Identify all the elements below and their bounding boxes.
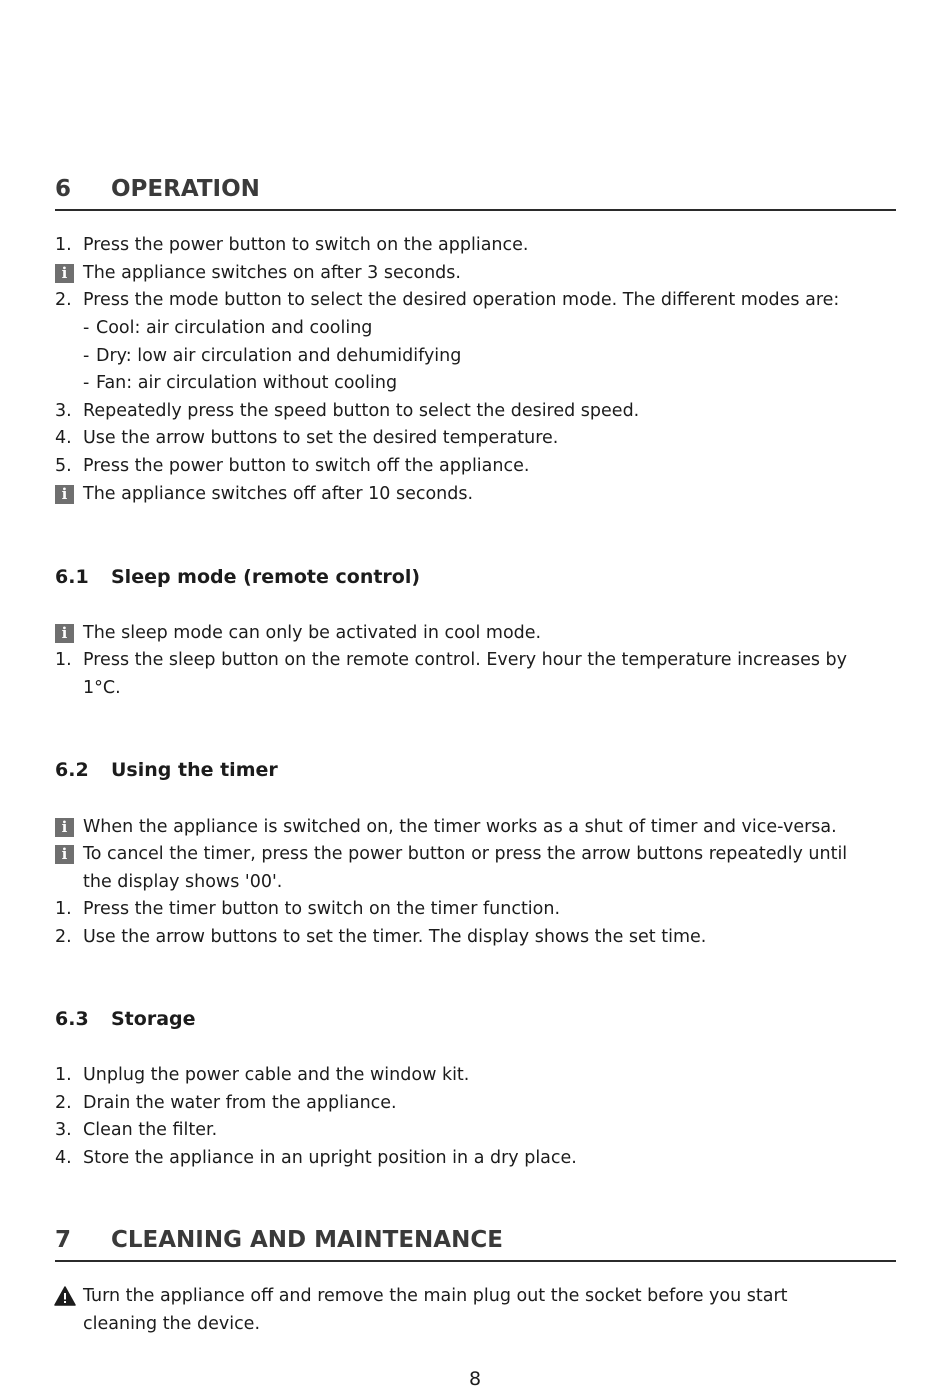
- step-text: Drain the water from the appliance.: [83, 1093, 397, 1113]
- sub-item-text: Dry: low air circulation and dehumidifying: [96, 346, 462, 366]
- warning-text: Turn the appliance off and remove the main plug out the socket before you start: [83, 1286, 788, 1306]
- step-text: Store the appliance in an upright position in a dry place.: [83, 1148, 577, 1168]
- step-text: Press the timer button to switch on the timer function.: [83, 899, 561, 919]
- step-text: 1°C.: [83, 678, 121, 698]
- step-number: 4.: [55, 428, 72, 448]
- list-item: [55, 453, 885, 480]
- step-text: Unplug the power cable and the window kit.: [83, 1065, 470, 1085]
- note-text: To cancel the timer, press the power button or press the arrow buttons repeatedly until: [83, 844, 848, 864]
- list-item: [55, 232, 885, 259]
- info-note: [55, 481, 885, 508]
- list-item: [55, 1090, 885, 1117]
- dash-bullet: -: [83, 346, 90, 366]
- step-number: 1.: [55, 899, 72, 919]
- list-item: [55, 425, 885, 452]
- section-number: 6.2: [55, 759, 89, 781]
- note-text: The appliance switches off after 10 seconds.: [83, 484, 474, 504]
- info-icon: i: [55, 485, 74, 504]
- section-title: Sleep mode (remote control): [111, 566, 421, 588]
- step-text: Press the power button to switch off the appliance.: [83, 456, 530, 476]
- dash-bullet: -: [83, 318, 90, 338]
- info-note: [55, 260, 885, 287]
- list-item: [55, 1062, 885, 1089]
- note-text: When the appliance is switched on, the timer works as a shut of timer and vice-versa.: [83, 817, 837, 837]
- step-text: Use the arrow buttons to set the timer. The display shows the set time.: [83, 927, 707, 947]
- step-number: 1.: [55, 650, 72, 670]
- step-number: 1.: [55, 235, 72, 255]
- section-title: Using the timer: [111, 759, 278, 781]
- info-icon: i: [55, 845, 74, 864]
- section-number: 6: [55, 176, 72, 202]
- step-number: 3.: [55, 1120, 72, 1140]
- section-6-heading: [55, 175, 896, 211]
- list-item: [55, 1145, 885, 1172]
- list-item: [55, 896, 885, 923]
- info-note-continuation: [55, 869, 885, 896]
- info-icon: i: [55, 818, 74, 837]
- list-item: [55, 398, 885, 425]
- step-text: Repeatedly press the speed button to select the desired speed.: [83, 401, 640, 421]
- sub-list-item: [55, 315, 885, 342]
- step-number: 2.: [55, 290, 72, 310]
- step-number: 4.: [55, 1148, 72, 1168]
- page-number: 8: [468, 1368, 482, 1390]
- note-text: The sleep mode can only be activated in cool mode.: [83, 623, 542, 643]
- step-text: Press the mode button to select the desired operation mode. The different modes are:: [83, 290, 840, 310]
- sub-list-item: [55, 370, 885, 397]
- sub-item-text: Cool: air circulation and cooling: [96, 318, 373, 338]
- step-text: Use the arrow buttons to set the desired temperature.: [83, 428, 559, 448]
- sub-item-text: Fan: air circulation without cooling: [96, 373, 398, 393]
- info-note: [55, 841, 885, 868]
- warning-text: cleaning the device.: [83, 1314, 261, 1334]
- section-title: Storage: [111, 1008, 196, 1030]
- note-text: The appliance switches on after 3 seconds.: [83, 263, 461, 283]
- list-item: [55, 287, 885, 314]
- info-icon: i: [55, 624, 74, 643]
- warning-note: [55, 1283, 885, 1310]
- info-note: [55, 814, 885, 841]
- step-text: Press the power button to switch on the appliance.: [83, 235, 529, 255]
- section-number: 6.3: [55, 1008, 89, 1030]
- info-icon: i: [55, 264, 74, 283]
- note-text: the display shows '00'.: [83, 872, 283, 892]
- warning-icon: [54, 1286, 76, 1306]
- warning-note-continuation: [55, 1311, 885, 1338]
- list-item: [55, 1117, 885, 1144]
- step-number: 3.: [55, 401, 72, 421]
- list-item-continuation: [55, 675, 885, 702]
- section-title: CLEANING AND MAINTENANCE: [111, 1227, 503, 1253]
- list-item: [55, 647, 885, 674]
- sub-list-item: [55, 343, 885, 370]
- dash-bullet: -: [83, 373, 90, 393]
- step-text: Press the sleep button on the remote control. Every hour the temperature increases by: [83, 650, 848, 670]
- step-number: 2.: [55, 927, 72, 947]
- list-item: [55, 924, 885, 951]
- section-7-heading: [55, 1226, 896, 1262]
- step-number: 5.: [55, 456, 72, 476]
- step-number: 2.: [55, 1093, 72, 1113]
- section-number: 7: [55, 1227, 72, 1253]
- step-text: Clean the filter.: [83, 1120, 218, 1140]
- step-number: 1.: [55, 1065, 72, 1085]
- info-note: [55, 620, 885, 647]
- section-number: 6.1: [55, 566, 89, 588]
- section-title: OPERATION: [111, 176, 260, 202]
